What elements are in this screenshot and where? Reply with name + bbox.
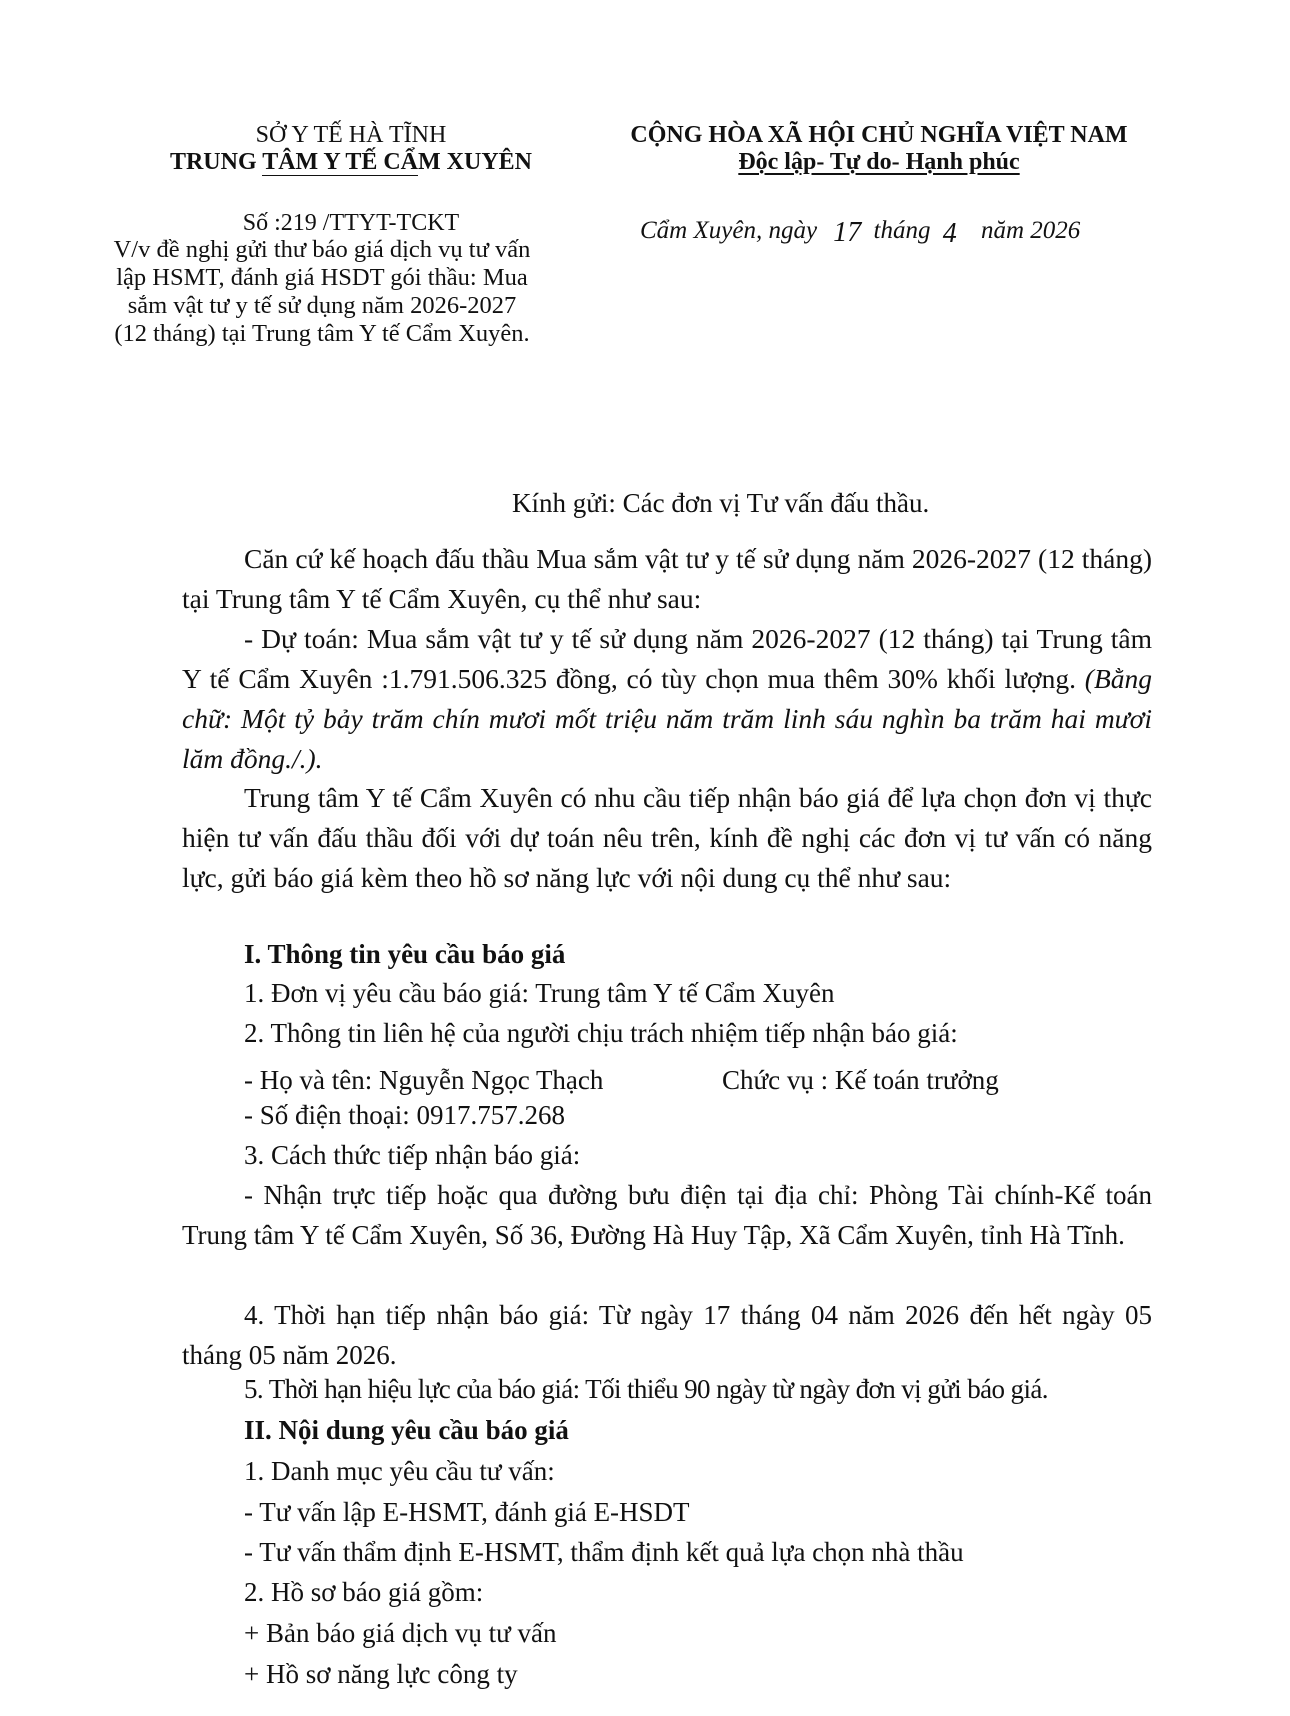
ministry-name: SỞ Y TẾ HÀ TĨNH bbox=[255, 122, 447, 148]
org-prefix: TRUNG bbox=[169, 149, 263, 175]
contact-name: - Họ và tên: Nguyễn Ngọc Thạch bbox=[244, 1065, 604, 1095]
org-underlined: TÂM Y TẾ CẨ bbox=[262, 149, 419, 175]
estimate-text: - Dự toán: Mua sắm vật tư y tế sử dụng năm 2026-2027 (12 tháng) tại Trung tâm Y tế Cẩm Xuyên :1.791.506.325 đồng, có tùy chọn mua thêm 30% khối lượng. bbox=[182, 623, 1152, 694]
intro-paragraph: Căn cứ kế hoạch đấu thầu Mua sắm vật tư y tế sử dụng năm 2026-2027 (12 tháng) tại Trung tâm Y tế Cẩm Xuyên, cụ thể như sau: bbox=[182, 543, 1152, 614]
section-2-item-2: 2. Hồ sơ báo giá gồm: bbox=[244, 1577, 484, 1607]
organization-name bbox=[118, 149, 584, 176]
document-subject: V/v đề nghị gửi thư báo giá dịch vụ tư vấn lập HSMT, đánh giá HSDT gói thầu: Mua sắm vật tư y tế sử dụng năm 2026-2027 (12 tháng) tại Trung tâm Y tế Cẩm Xuyên. bbox=[113, 236, 531, 347]
country-name: CỘNG HÒA XÃ HỘI CHỦ NGHĨA VIỆT NAM bbox=[630, 122, 1128, 148]
section-1-title: I. Thông tin yêu cầu báo giá bbox=[244, 939, 566, 969]
date-month: 4 bbox=[942, 218, 957, 249]
document-date bbox=[640, 214, 1081, 249]
contact-phone: - Số điện thoại: 0917.757.268 bbox=[244, 1100, 565, 1130]
section-1-item-4: 4. Thời hạn tiếp nhận báo giá: Từ ngày 17 tháng 04 năm 2026 đến hết ngày 05 tháng 05 năm 2026. bbox=[182, 1300, 1152, 1370]
section-1-item-5: 5. Thời hạn hiệu lực của báo giá: Tối thiểu 90 ngày từ ngày đơn vị gửi báo giá. bbox=[244, 1374, 1048, 1404]
estimate-paragraph bbox=[182, 619, 1152, 779]
section-1-item-1: 1. Đơn vị yêu cầu báo giá: Trung tâm Y tế Cẩm Xuyên bbox=[244, 978, 835, 1008]
date-place: Cẩm Xuyên, ngày bbox=[640, 217, 818, 244]
section-2-item-1: 1. Danh mục yêu cầu tư vấn: bbox=[244, 1456, 555, 1486]
quote-document-1: + Bản báo giá dịch vụ tư vấn bbox=[244, 1618, 557, 1648]
national-motto bbox=[600, 149, 1158, 176]
quote-document-2: + Hồ sơ năng lực công ty bbox=[244, 1659, 518, 1689]
consulting-service-2: - Tư vấn thẩm định E-HSMT, thẩm định kết quả lựa chọn nhà thầu bbox=[244, 1537, 964, 1567]
receiving-address: - Nhận trực tiếp hoặc qua đường bưu điện tại địa chỉ: Phòng Tài chính-Kế toán Trung tâm Y tế Cẩm Xuyên, Số 36, Đường Hà Huy Tập, Xã Cẩm Xuyên, tỉnh Hà Tĩnh. bbox=[182, 1180, 1152, 1250]
date-month-label: tháng bbox=[873, 217, 931, 244]
estimate-in-words: (Bằng chữ: Một tỷ bảy trăm chín mươi mốt triệu năm trăm linh sáu nghìn ba trăm hai mươi lăm đồng./.). bbox=[182, 663, 1152, 774]
contact-position: Chức vụ : Kế toán trưởng bbox=[722, 1065, 999, 1095]
date-year: năm 2026 bbox=[981, 217, 1081, 244]
motto-text: Độc lập- Tự do- Hạnh phúc bbox=[738, 149, 1020, 175]
date-day: 17 bbox=[833, 217, 862, 248]
salutation: Kính gửi: Các đơn vị Tư vấn đấu thầu. bbox=[512, 488, 930, 518]
consulting-service-1: - Tư vấn lập E-HSMT, đánh giá E-HSDT bbox=[244, 1497, 690, 1527]
section-2-title: II. Nội dung yêu cầu báo giá bbox=[244, 1415, 569, 1445]
request-paragraph: Trung tâm Y tế Cẩm Xuyên có nhu cầu tiếp nhận báo giá để lựa chọn đơn vị thực hiện tư vấn đấu thầu đối với dự toán nêu trên, kính đề nghị các đơn vị tư vấn có năng lực, gửi báo giá kèm theo hồ sơ năng lực với nội dung cụ thể như sau: bbox=[182, 782, 1152, 893]
section-1-item-3: 3. Cách thức tiếp nhận báo giá: bbox=[244, 1140, 581, 1170]
section-1-item-2: 2. Thông tin liên hệ của người chịu trách nhiệm tiếp nhận báo giá: bbox=[244, 1018, 958, 1048]
document-number: Số :219 /TTYT-TCKT bbox=[242, 210, 460, 236]
org-suffix: M XUYÊN bbox=[418, 149, 533, 175]
